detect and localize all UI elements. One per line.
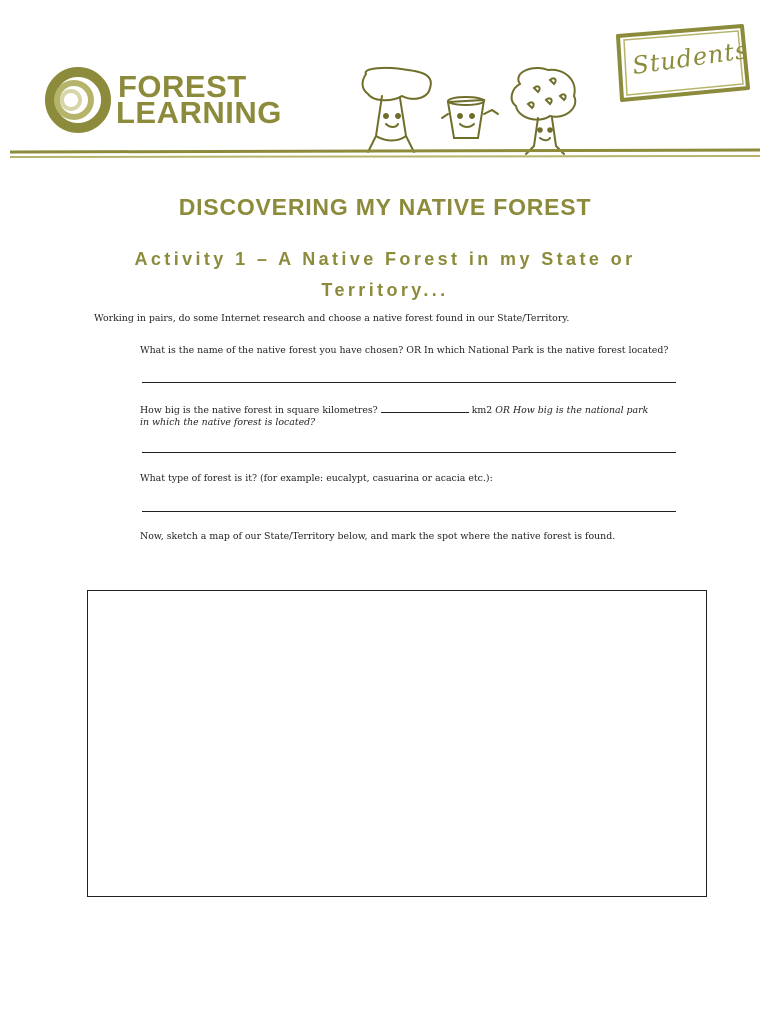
question-size-alternative: OR How big is the national park in which the native forest is located?	[140, 405, 649, 428]
answer-line-forest-type[interactable]	[142, 511, 676, 512]
logo-word-forest: FOREST	[118, 69, 247, 104]
logo-word-learning: LEARNING	[116, 95, 282, 130]
logo-ring-icon	[44, 66, 114, 134]
badge-label: Students	[630, 36, 750, 80]
page-title: DISCOVERING MY NATIVE FOREST	[178, 194, 592, 220]
map-sketch-area[interactable]	[87, 590, 707, 897]
size-unit: km2	[471, 405, 493, 416]
question-size-text: How big is the native forest in square kilometres?	[140, 405, 378, 416]
question-forest-name: What is the name of the native forest you have chosen? OR In which National Park is the native forest located?	[140, 345, 669, 356]
intro-instructions: Working in pairs, do some Internet research and choose a native forest found in our State/Territory.	[94, 313, 570, 324]
forest-learning-logo	[44, 64, 300, 134]
students-badge	[610, 22, 752, 104]
size-blank-field[interactable]	[381, 403, 469, 413]
header-divider	[10, 148, 760, 162]
activity-title: Activity 1 – A Native Forest in my State or Territory...	[134, 249, 636, 300]
tree-characters-illustration	[352, 66, 582, 158]
page-header	[0, 0, 770, 170]
sketch-instructions: Now, sketch a map of our State/Territory below, and mark the spot where the native forest is found.	[140, 531, 616, 542]
question-forest-size	[140, 403, 660, 429]
question-forest-type: What type of forest is it? (for example: eucalypt, casuarina or acacia etc.):	[140, 473, 493, 484]
answer-line-forest-size[interactable]	[142, 452, 676, 453]
answer-line-forest-name[interactable]	[142, 382, 676, 383]
